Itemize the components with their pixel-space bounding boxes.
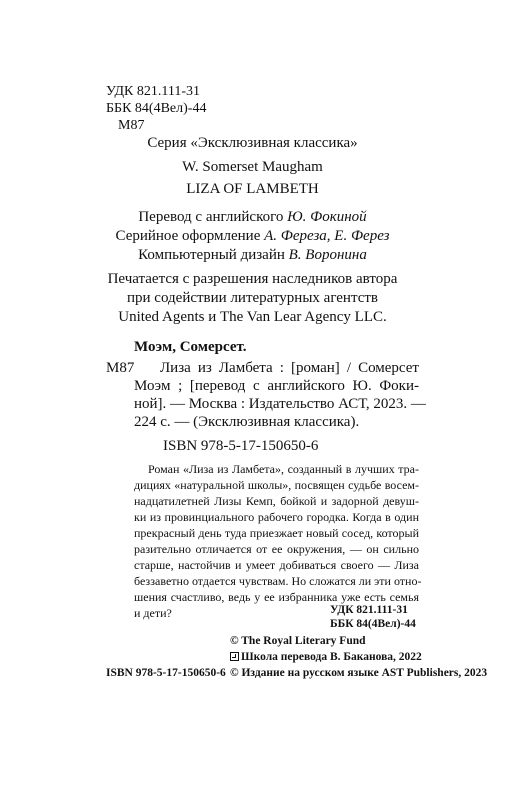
- bottom-bbk-code: ББК 84(4Вел)-44: [330, 618, 416, 630]
- design-label: Серийное оформление: [115, 228, 261, 244]
- permission-line-2: при содействии литературных агентств: [127, 290, 378, 306]
- copyright-isbn: ISBN 978-5-17-150650-6: [106, 667, 226, 679]
- permission-line-1: Печатается с разрешения наследников автора: [107, 271, 398, 287]
- annotation-line: разительно отличается от ее окружения, — он сильно: [134, 542, 419, 556]
- translation-school-icon: [230, 652, 239, 661]
- udk-code: УДК 821.111-31: [106, 84, 201, 99]
- annotation-line: прекрасный день туда приезжает новый сосед, который: [134, 526, 419, 540]
- catalog-mark: М87: [106, 360, 135, 376]
- annotation-line: дициях «натуральной школы», посвящен судьбе восем-: [134, 478, 419, 492]
- translation-label: Перевод с английского: [138, 209, 284, 225]
- computer-design-label: Компьютерный дизайн: [138, 247, 285, 263]
- catalog-entry-line: Лиза из Ламбета : [роман] / Сомерсет: [160, 360, 419, 376]
- original-author: W. Somerset Maugham: [182, 159, 323, 175]
- annotation: [134, 461, 422, 621]
- bbk-code: ББК 84(4Вел)-44: [106, 101, 207, 116]
- translator-name: Ю. Фокиной: [287, 209, 367, 225]
- design-credit: [0, 227, 505, 245]
- original-title: LIZA OF LAMBETH: [186, 181, 319, 197]
- copyright-line-2-text: Школа перевода В. Баканова, 2022: [241, 651, 422, 663]
- annotation-line: ки из провинциального рабочего городка. Когда в один: [134, 510, 419, 524]
- catalog-entry-line: ной]. — Москва : Издательство АСТ, 2023. —: [134, 396, 426, 412]
- designer-names: А. Фереза, Е. Ферез: [264, 228, 390, 244]
- catalog-entry-line: Моэм ; [перевод с английского Ю. Фоки-: [134, 378, 419, 394]
- series-line: Серия «Эксклюзивная классика»: [147, 135, 358, 151]
- permission-line-3: United Agents и The Van Lear Agency LLC.: [118, 309, 387, 325]
- catalog-heading: Моэм, Сомерсет.: [134, 339, 247, 355]
- catalog-isbn: ISBN 978-5-17-150650-6: [163, 438, 319, 454]
- bottom-udk-code: УДК 821.111-31: [330, 604, 408, 616]
- annotation-line: и дети?: [134, 606, 172, 620]
- copyright-line-3: © Издание на русском языке AST Publishers, 2023: [230, 667, 488, 679]
- copyright-line-2: [230, 650, 422, 665]
- annotation-line: старше, настойчив и умеет добиваться своего — Лиза: [134, 558, 419, 572]
- catalog-entry-line: 224 с. — (Эксклюзивная классика).: [134, 414, 360, 430]
- translation-credit: [0, 208, 505, 226]
- author-mark: М87: [118, 118, 145, 133]
- annotation-line: надцатилетней Лизы Кемп, бойкой и задорной девуш-: [134, 494, 419, 508]
- annotation-line: беззаветно отдается чувствам. Но сложатся ли эти отно-: [134, 574, 422, 588]
- annotation-line: шения счастливо, ведь у ее избранника уже есть семья: [134, 590, 419, 604]
- computer-designer-name: В. Воронина: [288, 247, 367, 263]
- copyright-line-1: © The Royal Literary Fund: [230, 635, 366, 647]
- computer-design-credit: [0, 246, 505, 264]
- catalog-entry: [134, 359, 426, 431]
- annotation-line: Роман «Лиза из Ламбета», созданный в лучших тра-: [148, 462, 419, 476]
